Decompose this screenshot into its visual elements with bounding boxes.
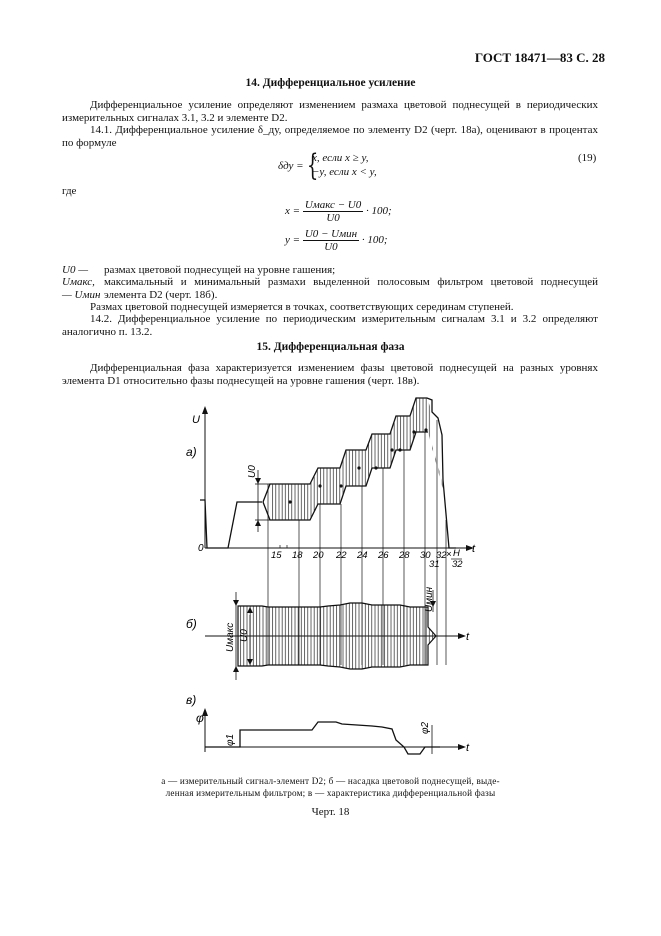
y-formula: y = $\frac{\text{U0 − Uмин}}{U0}$ · 100; (285, 228, 388, 253)
sec14-paragraph-2: 14.1. Дифференциальное усиление δ_ду, определяемое по элементу D2 (черт. 18а), оценивают в процентах по формуле (62, 124, 598, 149)
u0-label-b: U0 (239, 629, 250, 642)
page-header: ГОСТ 18471—83 С. 28 (474, 50, 605, 65)
formula-19-case2: −y, если x < y, (312, 166, 377, 178)
panel-a-label: а) (186, 445, 197, 459)
axis-t-label-c: t (466, 742, 470, 754)
tick-20: 20 (313, 550, 324, 561)
subcarrier-hatch-a (270, 398, 443, 520)
phi2-label: φ2 (420, 721, 431, 734)
def-u0-symbol: U0 — (62, 264, 88, 276)
tick-28: 28 (399, 550, 410, 561)
axis-t-label-a: t (472, 543, 476, 555)
sec14-paragraph-1: Дифференциальное усиление определяют изменением размаха цветовой поднесущей в периодических измерительных сигналах 3.1, 3.2 и элементе D2. (62, 99, 598, 124)
caption-line-2: ленная измерительным фильтром; в — характеристика дифференциальной фазы (165, 788, 496, 798)
panel-v-label: в) (186, 693, 197, 707)
sec14-paragraph-3: 14.2. Дифференциальное усиление по периодическим измерительным сигналам 3.1 и 3.2 определяют аналогично п. 13.2. (62, 313, 598, 338)
origin-label: 0 (198, 543, 204, 554)
formula-19-lhs: δду = (278, 160, 304, 172)
burst-envelope (238, 603, 436, 669)
figure-number: Черт. 18 (311, 806, 350, 818)
axis-u-label: U (192, 414, 200, 426)
signal-start (200, 500, 262, 548)
tick-labels (271, 548, 463, 570)
y-tail: · 100; (361, 234, 388, 247)
umin-label: Uмин (424, 586, 435, 612)
x-numerator: Uмакс − U0 (304, 199, 362, 211)
tick-15: 15 (271, 550, 282, 561)
phi1-label: φ1 (225, 733, 236, 746)
tick-frac-num: H (453, 548, 460, 559)
y-numerator: U0 − Uмин (304, 228, 358, 240)
tick-30: 30 (420, 550, 431, 561)
x-formula: x = $\frac{\text{Uмакс − U0}}{U0}$ · 100; (285, 199, 392, 224)
tick-31: 31 (429, 559, 440, 570)
section-14-title: 14. Дифференциальное усиление (245, 77, 416, 89)
tick-22: 22 (336, 550, 347, 561)
axis-phi-label: φ (196, 711, 204, 725)
x-tail: · 100; (366, 205, 392, 218)
tick-frac-den: 32 (452, 559, 463, 570)
x-denominator: U0 (326, 212, 340, 224)
formula-19-case1: x, если x ≥ y, (312, 152, 369, 164)
arrow-u-a (202, 406, 208, 414)
formula-brace: { (306, 148, 319, 183)
y-denominator: U0 (324, 241, 338, 253)
umax-label: Uмакс (225, 622, 236, 652)
tick-18: 18 (292, 550, 303, 561)
section-15-title: 15. Дифференциальная фаза (256, 341, 405, 353)
tick-24: 24 (357, 550, 368, 561)
formula-19-number: (19) (578, 152, 597, 164)
def-umax-symbol: Uмакс, — Uмин (62, 276, 101, 301)
panel-b-label: б) (186, 617, 197, 631)
tick-26: 26 (378, 550, 389, 561)
tick-32: 32 (436, 550, 447, 561)
sec15-paragraph-1: Дифференциальная фаза характеризуется изменением фазы цветовой поднесущей на разных уровнях элемента D1 относительно фазы поднесущей на уровне гашения (черт. 18в). (62, 362, 598, 387)
def-umax-text: максимальный и минимальный размахи выделенной полосовым фильтром цветовой поднесущей элемента D2 (черт. 18б). (104, 276, 598, 301)
where-label: где (62, 185, 77, 197)
def-measure-text: Размах цветовой поднесущей измеряется в точках, соответствующих серединам ступеней. (90, 301, 514, 313)
axis-t-label-b: t (466, 631, 470, 643)
u0-label-a: U0 (247, 465, 258, 478)
tick-mult: × (446, 549, 452, 560)
def-u0-text: размах цветовой поднесущей на уровне гашения; (104, 264, 336, 276)
caption-line-1: а — измерительный сигнал-элемент D2; б — насадка цветовой поднесущей, выде- (161, 776, 500, 786)
